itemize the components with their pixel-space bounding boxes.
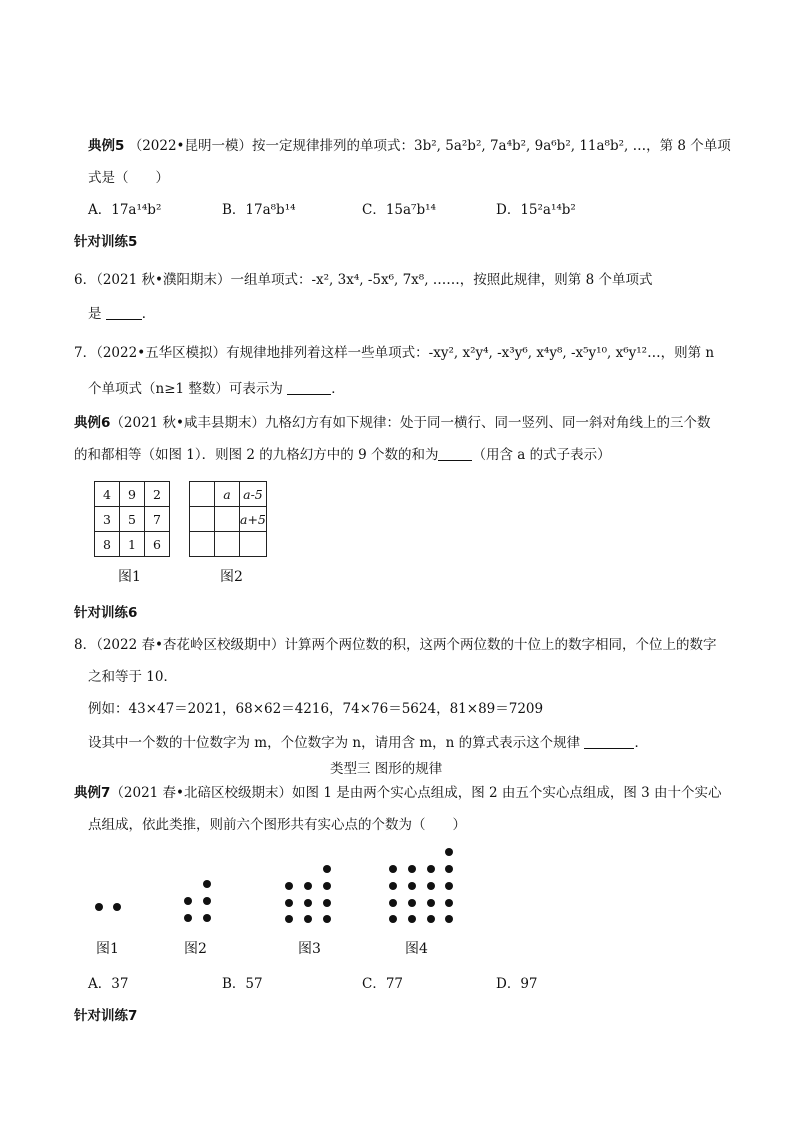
dot <box>389 915 397 923</box>
grid2-cell <box>190 482 215 507</box>
example-6-label: 典例6 <box>74 415 111 431</box>
example-5-line2: 式是（ ） <box>88 170 169 186</box>
dot-figure-2-caption: 图2 <box>184 941 207 957</box>
dot <box>408 865 416 873</box>
example-6-answer-blank[interactable] <box>438 448 472 461</box>
question-6-terms: -x², 3x⁴, -5x⁶, 7x⁸, …… <box>311 272 460 288</box>
question-7-line1 <box>74 341 714 361</box>
grid1-cell: 9 <box>120 482 145 507</box>
grid1-cell: 1 <box>120 532 145 557</box>
example-5-option-c: C．15a⁷b¹⁴ <box>362 202 436 218</box>
dot <box>408 882 416 890</box>
dot <box>184 914 192 922</box>
dot <box>113 903 121 911</box>
drill-5-heading: 针对训练5 <box>74 234 138 250</box>
dot <box>427 915 435 923</box>
grid1-cell: 2 <box>145 482 170 507</box>
figure-1-caption: 图1 <box>118 569 141 585</box>
example-5-label: 典例5 <box>88 138 125 154</box>
grid1-cell: 7 <box>145 507 170 532</box>
example-7-label: 典例7 <box>74 785 111 801</box>
dot <box>445 865 453 873</box>
grid1-cell: 8 <box>95 532 120 557</box>
dot <box>304 899 312 907</box>
grid2-cell: a-5 <box>240 482 267 507</box>
example-5-option-d: D．15²a¹⁴b² <box>496 202 576 218</box>
question-7-line2 <box>88 377 345 397</box>
dot <box>427 865 435 873</box>
example-5-option-a: A．17a¹⁴b² <box>88 202 162 218</box>
question-7-terms: -xy², x²y⁴, -x³y⁶, x⁴y⁸, -x⁵y¹⁰, x⁶y¹²… <box>428 345 661 361</box>
grid1-cell: 5 <box>120 507 145 532</box>
dot <box>323 899 331 907</box>
example-7-option-b: B．57 <box>222 976 263 992</box>
dot <box>95 903 103 911</box>
question-6-answer-blank[interactable] <box>106 307 142 320</box>
dot <box>285 899 293 907</box>
example-7-text1: 如图 1 是由两个实心点组成，图 2 由五个实心点组成，图 3 由十个实心 <box>292 785 722 801</box>
grid2-cell <box>215 532 240 557</box>
dot <box>427 882 435 890</box>
dot-figure-4-caption: 图4 <box>405 941 428 957</box>
example-7-source: （2021 春•北碚区校级期末） <box>110 785 293 801</box>
dot <box>389 899 397 907</box>
drill-7-heading: 针对训练7 <box>74 1008 138 1024</box>
question-8-line4-text: 设其中一个数的十位数字为 m，个位数字为 n，请用含 m，n 的算式表示这个规律 <box>88 735 581 751</box>
section-3-title: 类型三 图形的规律 <box>330 761 443 777</box>
question-7-line2-text: 个单项式（n≥1 整数）可表示为 <box>88 381 283 397</box>
dot <box>203 880 211 888</box>
dot <box>445 882 453 890</box>
dot <box>445 915 453 923</box>
question-6-line1 <box>74 268 652 288</box>
example-6-text1: 九格幻方有如下规律：处于同一横行、同一竖列、同一斜对角线上的三个数 <box>265 415 711 431</box>
example-7-option-a: A．37 <box>88 976 129 992</box>
example-6-text2: 的和都相等（如图 1）．则图 2 的九格幻方中的 9 个数的和为 <box>74 447 439 463</box>
dot <box>184 897 192 905</box>
magic-square-figure-2 <box>189 481 267 557</box>
grid2-cell: a+5 <box>240 507 267 532</box>
example-7-option-c: C．77 <box>362 976 404 992</box>
dot <box>285 882 293 890</box>
example-7-line1 <box>74 781 722 801</box>
dot <box>323 882 331 890</box>
question-6-end: ． <box>141 306 156 322</box>
question-8-line2: 之和等于 10． <box>88 669 177 685</box>
question-8-end: ． <box>634 735 648 751</box>
example-5-line1 <box>88 134 731 154</box>
dot <box>304 882 312 890</box>
dot <box>285 915 293 923</box>
example-7-line2: 点组成，依此类推，则前六个图形共有实心点的个数为（ ） <box>88 817 466 833</box>
dot <box>389 865 397 873</box>
example-6-line2 <box>74 443 611 463</box>
question-8-answer-blank[interactable] <box>584 736 634 749</box>
example-6-source: （2021 秋•咸丰县期末） <box>110 415 266 431</box>
question-6-intro: 6．（2021 秋•濮阳期末）一组单项式： <box>74 272 312 288</box>
example-6-text2-end: （用含 a 的式子表示） <box>472 447 611 463</box>
grid1-cell: 6 <box>145 532 170 557</box>
example-6-line1 <box>74 411 711 431</box>
grid2-cell: a <box>215 482 240 507</box>
question-6-rest: ，按照此规律，则第 8 个单项式 <box>459 272 653 288</box>
question-8-line1: 8．（2022 春•杏花岭区校级期中）计算两个两位数的积，这两个两位数的十位上的数字相同，个位上的数字 <box>74 637 717 653</box>
question-6-line2-text: 是 <box>88 306 102 322</box>
dot <box>304 915 312 923</box>
drill-6-heading: 针对训练6 <box>74 605 138 621</box>
dot <box>203 914 211 922</box>
example-5-text: 按一定规律排列的单项式： <box>252 138 415 154</box>
grid2-cell <box>215 507 240 532</box>
dot <box>408 899 416 907</box>
grid1-cell: 3 <box>95 507 120 532</box>
example-5-text2: ，第 8 个单项 <box>646 138 731 154</box>
question-7-answer-blank[interactable] <box>287 382 331 395</box>
figure-2-caption: 图2 <box>220 569 243 585</box>
question-8-line4 <box>88 731 648 751</box>
question-7-intro: 7．（2022•五华区模拟）有规律地排列着这样一些单项式： <box>74 345 429 361</box>
example-5-option-b: B．17a⁸b¹⁴ <box>222 202 296 218</box>
dot-figure-1-caption: 图1 <box>96 941 119 957</box>
dot <box>323 915 331 923</box>
grid1-cell: 4 <box>95 482 120 507</box>
dot <box>408 915 416 923</box>
dot <box>445 899 453 907</box>
question-7-rest: ，则第 n <box>660 345 715 361</box>
dot <box>427 899 435 907</box>
dot <box>389 882 397 890</box>
question-7-end: ． <box>331 381 345 397</box>
grid2-cell <box>190 507 215 532</box>
grid2-cell <box>240 532 267 557</box>
grid2-cell <box>190 532 215 557</box>
dot <box>323 865 331 873</box>
example-5-terms: 3b², 5a²b², 7a⁴b², 9a⁶b², 11a⁸b², … <box>414 138 647 154</box>
dot <box>445 848 453 856</box>
dot-figure-3-caption: 图3 <box>298 941 321 957</box>
example-5-source: （2022•昆明一模） <box>128 138 253 154</box>
dot <box>203 897 211 905</box>
question-6-line2 <box>88 302 155 322</box>
example-7-option-d: D．97 <box>496 976 538 992</box>
magic-square-figure-1 <box>94 481 170 557</box>
question-8-examples: 例如：43×47＝2021，68×62＝4216，74×76＝5624，81×89＝7209 <box>88 701 544 717</box>
